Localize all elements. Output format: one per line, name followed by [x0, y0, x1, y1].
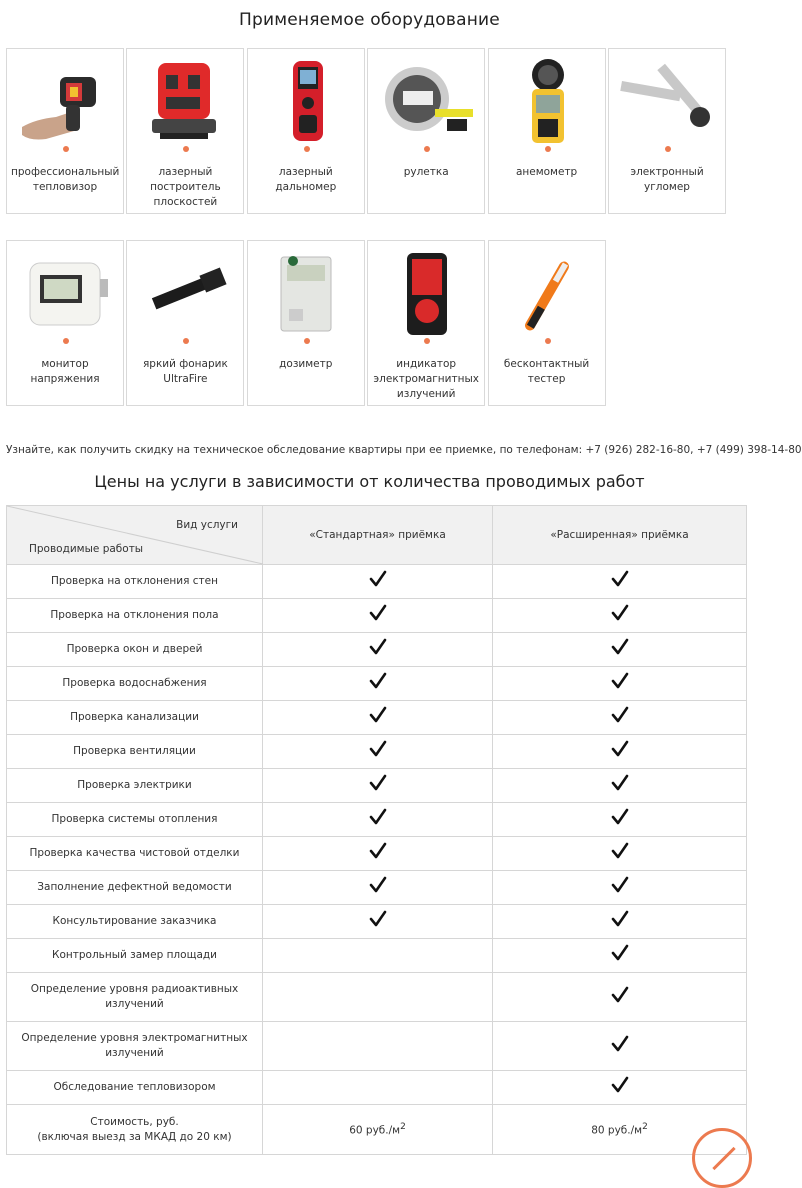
- checkmark-icon: [369, 638, 387, 656]
- checkmark-icon: [369, 774, 387, 792]
- corner-service-type: Вид услуги: [176, 519, 238, 531]
- standard-check-cell: [263, 973, 493, 1022]
- extended-check-cell: [493, 1022, 747, 1071]
- work-name-cell: Контрольный замер площади: [7, 939, 263, 973]
- standard-check-cell: [263, 633, 493, 667]
- voltage-tester-icon: [498, 249, 598, 337]
- thermal-camera-icon: [16, 57, 116, 145]
- checkmark-icon: [611, 570, 629, 588]
- extended-check-cell: [493, 565, 747, 599]
- cost-label-cell: [7, 1105, 263, 1155]
- standard-check-cell: [263, 735, 493, 769]
- bullet-dot: [304, 338, 310, 344]
- discount-note: Узнайте, как получить скидку на техническое обследование квартиры при ее приемке, по телефонам: +7 (926) 282-16-80, +7 (499) 398-14-80: [6, 444, 802, 456]
- prices-table: [6, 505, 747, 1155]
- extended-check-cell: [493, 837, 747, 871]
- work-name-cell: Проверка электрики: [7, 769, 263, 803]
- bullet-dot: [304, 146, 310, 152]
- bullet-dot: [424, 146, 430, 152]
- extended-check-cell: [493, 973, 747, 1022]
- work-name-cell: Обследование тепловизором: [7, 1071, 263, 1105]
- checkmark-icon: [369, 842, 387, 860]
- unit-superscript: 2: [642, 1122, 648, 1133]
- checkmark-icon: [369, 672, 387, 690]
- checkmark-icon: [611, 986, 629, 1004]
- table-row: [7, 599, 747, 633]
- equipment-label: рулетка: [403, 166, 449, 178]
- work-name-cell: Консультирование заказчика: [7, 905, 263, 939]
- cost-standard: 60 руб./м: [349, 1124, 401, 1137]
- table-row: [7, 1022, 747, 1071]
- checkmark-icon: [611, 944, 629, 962]
- table-row: [7, 667, 747, 701]
- unit-superscript: 2: [400, 1122, 406, 1133]
- extended-check-cell: [493, 1071, 747, 1105]
- table-row: [7, 769, 747, 803]
- checkmark-icon: [611, 1035, 629, 1053]
- equipment-card: [126, 48, 244, 214]
- equipment-label: лазерный дальномер: [275, 166, 337, 193]
- work-name-cell: Заполнение дефектной ведомости: [7, 871, 263, 905]
- cost-label-note: (включая выезд за МКАД до 20 км): [37, 1130, 232, 1143]
- equipment-card: [608, 48, 726, 214]
- table-row: [7, 837, 747, 871]
- standard-check-cell: [263, 599, 493, 633]
- voltage-monitor-icon: [16, 249, 116, 337]
- column-header-standard: «Стандартная» приёмка: [263, 506, 493, 565]
- checkmark-icon: [369, 570, 387, 588]
- equipment-card: [247, 240, 365, 406]
- checkmark-icon: [611, 672, 629, 690]
- work-name-cell: Проверка окон и дверей: [7, 633, 263, 667]
- table-row: [7, 871, 747, 905]
- standard-check-cell: [263, 803, 493, 837]
- anemometer-icon: [498, 57, 598, 145]
- dosimeter-icon: [257, 249, 357, 337]
- equipment-label: профессиональный тепловизор: [11, 166, 120, 193]
- bullet-dot: [545, 338, 551, 344]
- bullet-dot: [183, 146, 189, 152]
- checkmark-icon: [369, 740, 387, 758]
- checkmark-icon: [369, 604, 387, 622]
- column-header-extended: «Расширенная» приёмка: [493, 506, 747, 565]
- bullet-dot: [424, 338, 430, 344]
- bullet-dot: [665, 146, 671, 152]
- cost-standard-cell: [263, 1105, 493, 1155]
- flashlight-icon: [136, 249, 236, 337]
- equipment-card: [367, 48, 485, 214]
- digital-protractor-icon: [618, 57, 718, 145]
- equipment-label: яркий фонарик UltraFire: [142, 358, 228, 385]
- cost-row: [7, 1105, 747, 1155]
- work-name-cell: Определение уровня радиоактивных излучений: [7, 973, 263, 1022]
- bullet-dot: [63, 338, 69, 344]
- extended-check-cell: [493, 769, 747, 803]
- table-row: [7, 905, 747, 939]
- work-name-cell: Проверка канализации: [7, 701, 263, 735]
- checkmark-icon: [611, 808, 629, 826]
- tape-measure-icon: [377, 57, 477, 145]
- standard-check-cell: [263, 871, 493, 905]
- table-row: [7, 565, 747, 599]
- checkmark-icon: [611, 876, 629, 894]
- checkmark-icon: [611, 1076, 629, 1094]
- bullet-dot: [183, 338, 189, 344]
- checkmark-icon: [611, 706, 629, 724]
- cost-label: Стоимость, руб.: [90, 1115, 179, 1128]
- table-row: [7, 973, 747, 1022]
- extended-check-cell: [493, 633, 747, 667]
- equipment-title: Применяемое оборудование: [239, 10, 500, 30]
- table-header-row: [7, 506, 747, 565]
- work-name-cell: Проверка вентиляции: [7, 735, 263, 769]
- checkmark-icon: [611, 774, 629, 792]
- work-name-cell: Проверка водоснабжения: [7, 667, 263, 701]
- table-row: [7, 701, 747, 735]
- standard-check-cell: [263, 701, 493, 735]
- checkmark-icon: [369, 910, 387, 928]
- checkmark-icon: [611, 638, 629, 656]
- work-name-cell: Определение уровня электромагнитных излучений: [7, 1022, 263, 1071]
- extended-check-cell: [493, 667, 747, 701]
- standard-check-cell: [263, 837, 493, 871]
- laser-rangefinder-icon: [257, 57, 357, 145]
- laser-level-icon: [136, 57, 236, 145]
- extended-check-cell: [493, 599, 747, 633]
- checkmark-icon: [369, 876, 387, 894]
- checkmark-icon: [611, 842, 629, 860]
- checkmark-icon: [611, 604, 629, 622]
- table-row: [7, 633, 747, 667]
- checkmark-icon: [611, 740, 629, 758]
- equipment-label: индикатор электромагнитных излучений: [373, 358, 479, 400]
- checkmark-icon: [369, 706, 387, 724]
- standard-check-cell: [263, 769, 493, 803]
- equipment-label: электронный угломер: [630, 166, 704, 193]
- equipment-card: [367, 240, 485, 406]
- table-row: [7, 735, 747, 769]
- extended-check-cell: [493, 871, 747, 905]
- standard-check-cell: [263, 939, 493, 973]
- equipment-label: анемометр: [515, 166, 578, 178]
- standard-check-cell: [263, 667, 493, 701]
- work-name-cell: Проверка качества чистовой отделки: [7, 837, 263, 871]
- standard-check-cell: [263, 1071, 493, 1105]
- checkmark-icon: [611, 910, 629, 928]
- work-name-cell: Проверка на отклонения стен: [7, 565, 263, 599]
- table-corner-cell: [7, 506, 263, 565]
- extended-check-cell: [493, 939, 747, 973]
- equipment-card: [488, 48, 606, 214]
- work-name-cell: Проверка на отклонения пола: [7, 599, 263, 633]
- standard-check-cell: [263, 905, 493, 939]
- scroll-top-icon[interactable]: [692, 1128, 752, 1188]
- equipment-label: монитор напряжения: [30, 358, 100, 385]
- equipment-card: [6, 240, 124, 406]
- checkmark-icon: [369, 808, 387, 826]
- table-row: [7, 1071, 747, 1105]
- equipment-label: дозиметр: [279, 358, 333, 370]
- bullet-dot: [63, 146, 69, 152]
- extended-check-cell: [493, 905, 747, 939]
- extended-check-cell: [493, 701, 747, 735]
- equipment-card: [6, 48, 124, 214]
- equipment-card: [247, 48, 365, 214]
- equipment-card: [126, 240, 244, 406]
- prices-title: Цены на услуги в зависимости от количества проводимых работ: [94, 472, 645, 491]
- equipment-label: лазерный построитель плоскостей: [150, 166, 221, 208]
- standard-check-cell: [263, 1022, 493, 1071]
- cost-extended: 80 руб./м: [591, 1124, 643, 1137]
- work-name-cell: Проверка системы отопления: [7, 803, 263, 837]
- table-row: [7, 939, 747, 973]
- equipment-label: бесконтактный тестер: [503, 358, 590, 385]
- equipment-card: [488, 240, 606, 406]
- corner-works: Проводимые работы: [29, 543, 144, 555]
- table-row: [7, 803, 747, 837]
- bullet-dot: [545, 146, 551, 152]
- extended-check-cell: [493, 735, 747, 769]
- emf-meter-icon: [377, 249, 477, 337]
- extended-check-cell: [493, 803, 747, 837]
- standard-check-cell: [263, 565, 493, 599]
